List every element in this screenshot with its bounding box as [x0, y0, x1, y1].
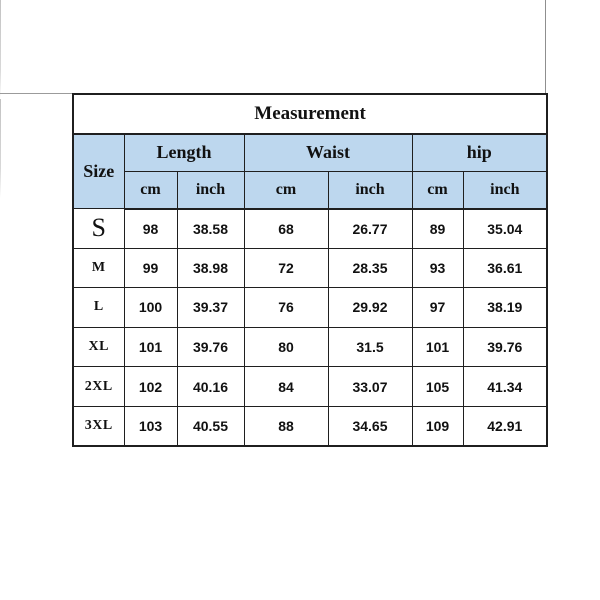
value-cell: 109: [412, 406, 463, 446]
value-cell: 80: [244, 327, 328, 367]
table-row-3xl: [73, 406, 547, 446]
value-cell: 34.65: [328, 406, 412, 446]
value-cell: 102: [124, 367, 177, 407]
frame-line-bottom-right: [0, 99, 1, 198]
size-label: M: [73, 248, 124, 288]
value-cell: 28.35: [328, 248, 412, 288]
value-cell: 101: [412, 327, 463, 367]
value-cell: 98: [124, 209, 177, 249]
unit-header-waist-inch: inch: [328, 171, 412, 209]
table-title-row: [73, 94, 547, 134]
size-label: L: [73, 288, 124, 328]
unit-header-hip-inch: inch: [463, 171, 547, 209]
value-cell: 38.58: [177, 209, 244, 249]
size-chart-table: [72, 93, 548, 447]
value-cell: 99: [124, 248, 177, 288]
value-cell: 105: [412, 367, 463, 407]
value-cell: 38.98: [177, 248, 244, 288]
col-group-length: Length: [124, 134, 244, 172]
frame-line-top-left: [0, 93, 72, 94]
value-cell: 93: [412, 248, 463, 288]
col-group-hip: hip: [412, 134, 547, 172]
value-cell: 39.76: [177, 327, 244, 367]
table-group-header-row: [73, 134, 547, 172]
size-label: S: [73, 209, 124, 249]
size-label: 3XL: [73, 406, 124, 446]
table-row-s: [73, 209, 547, 249]
value-cell: 42.91: [463, 406, 547, 446]
table-row-xl: [73, 327, 547, 367]
table-row-l: [73, 288, 547, 328]
value-cell: 68: [244, 209, 328, 249]
value-cell: 40.16: [177, 367, 244, 407]
value-cell: 88: [244, 406, 328, 446]
value-cell: 36.61: [463, 248, 547, 288]
value-cell: 76: [244, 288, 328, 328]
value-cell: 101: [124, 327, 177, 367]
table-unit-header-row: [73, 171, 547, 209]
value-cell: 26.77: [328, 209, 412, 249]
value-cell: 33.07: [328, 367, 412, 407]
value-cell: 97: [412, 288, 463, 328]
value-cell: 40.55: [177, 406, 244, 446]
unit-header-waist-cm: cm: [244, 171, 328, 209]
value-cell: 84: [244, 367, 328, 407]
unit-header-hip-cm: cm: [412, 171, 463, 209]
value-cell: 41.34: [463, 367, 547, 407]
value-cell: 29.92: [328, 288, 412, 328]
table-row-2xl: [73, 367, 547, 407]
value-cell: 31.5: [328, 327, 412, 367]
unit-header-length-cm: cm: [124, 171, 177, 209]
value-cell: 35.04: [463, 209, 547, 249]
value-cell: 39.76: [463, 327, 547, 367]
value-cell: 38.19: [463, 288, 547, 328]
unit-header-length-inch: inch: [177, 171, 244, 209]
col-header-size: Size: [73, 134, 124, 209]
value-cell: 103: [124, 406, 177, 446]
value-cell: 39.37: [177, 288, 244, 328]
size-label: 2XL: [73, 367, 124, 407]
col-group-waist: Waist: [244, 134, 412, 172]
size-label: XL: [73, 327, 124, 367]
frame-line-top-right: [545, 0, 546, 94]
value-cell: 89: [412, 209, 463, 249]
value-cell: 100: [124, 288, 177, 328]
table-title: Measurement: [73, 94, 547, 134]
value-cell: 72: [244, 248, 328, 288]
frame-line-bottom-left: [0, 0, 1, 99]
table-row-m: [73, 248, 547, 288]
